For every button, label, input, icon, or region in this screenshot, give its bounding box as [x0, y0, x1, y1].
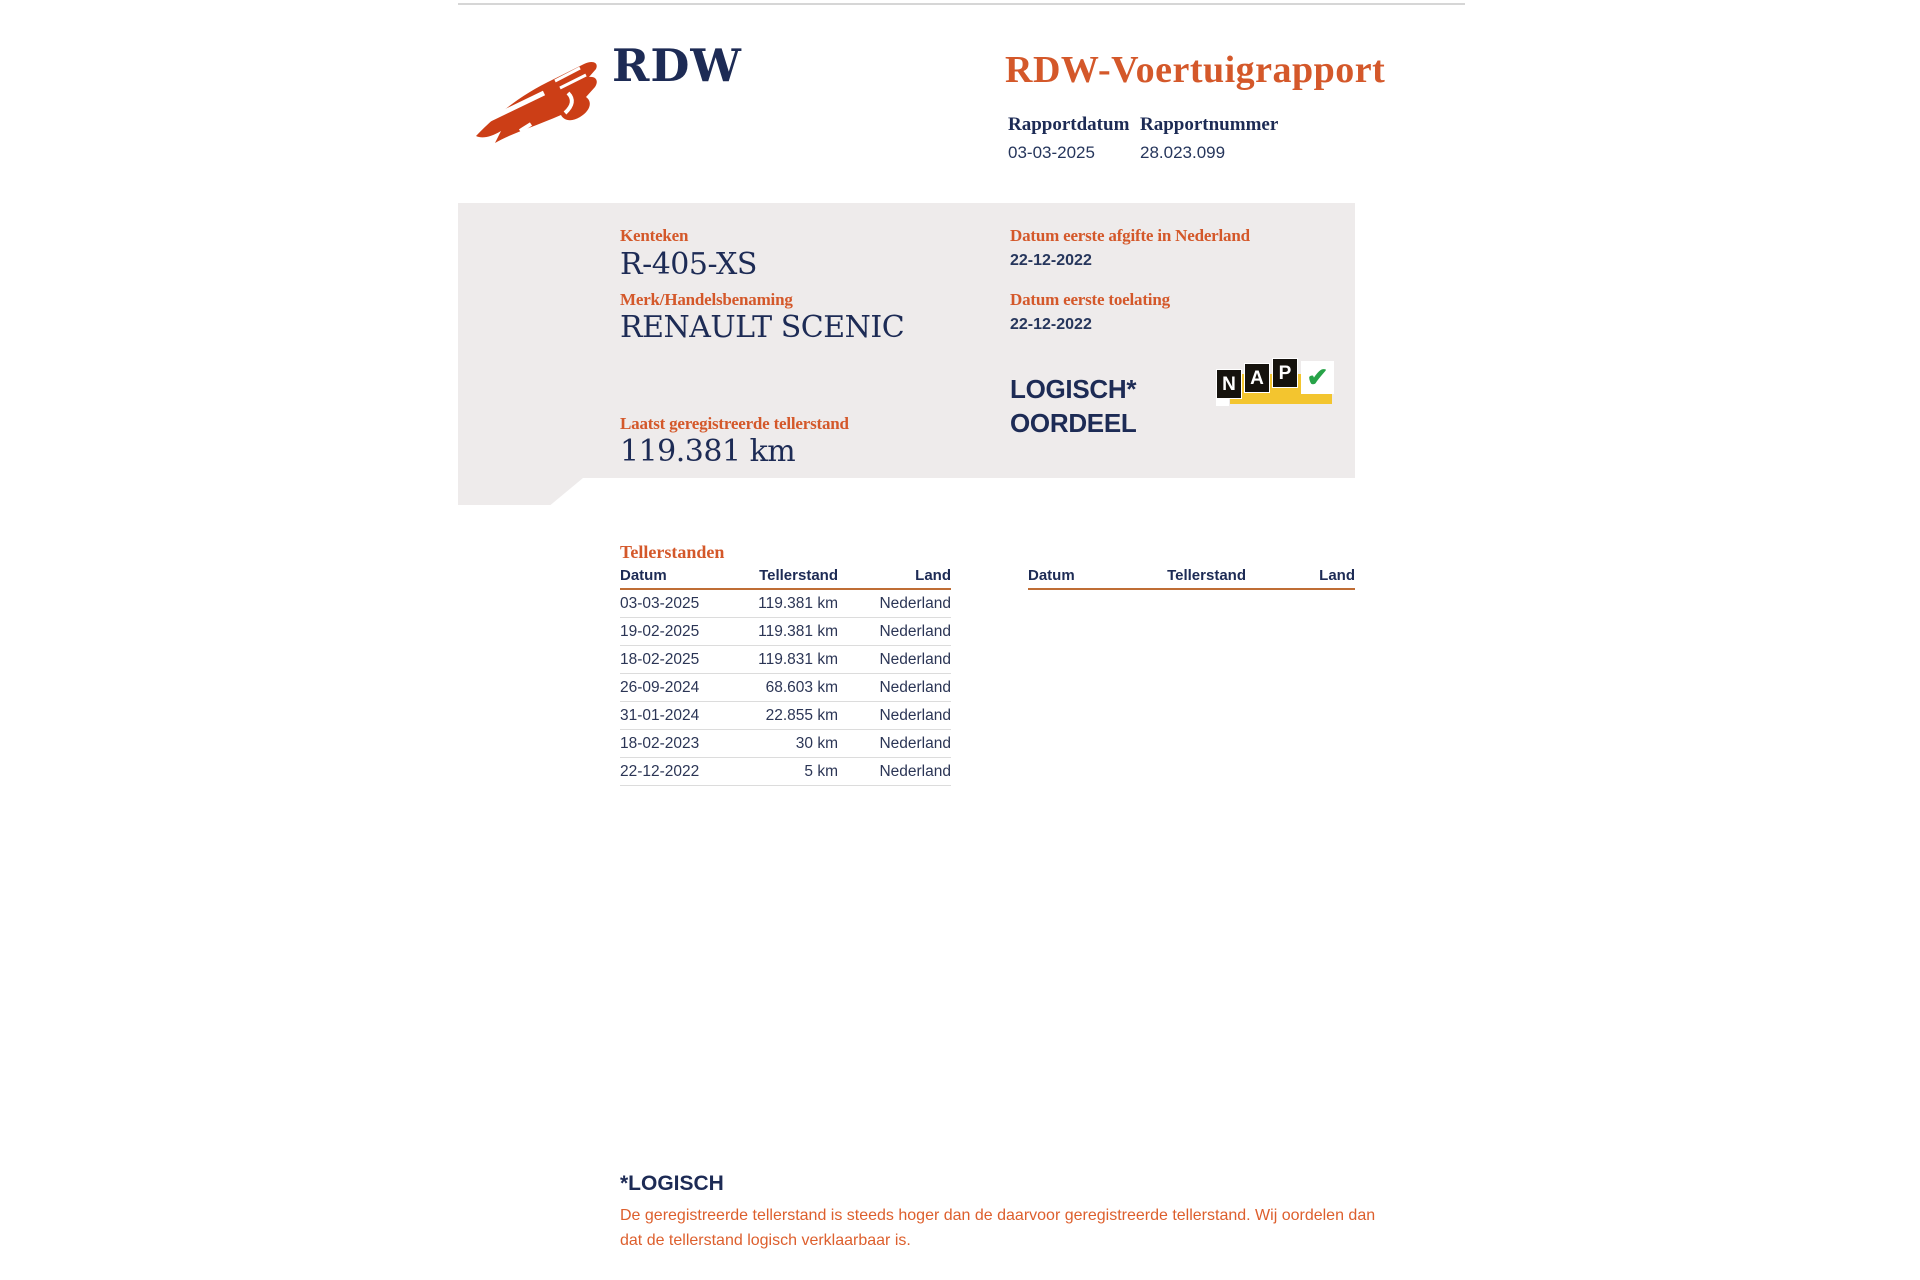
- table-row: [620, 674, 951, 702]
- laatste-tellerstand-value: 119.381 km: [620, 434, 796, 469]
- logisch-footnote-line1: De geregistreerde tellerstand is steeds hoger dan de daarvoor geregistreerde tellerstand. Wij oordelen dan: [620, 1207, 1376, 1224]
- table-row: [620, 646, 951, 674]
- tellerstanden-table-left: [620, 566, 951, 786]
- oordeel-text: [1010, 372, 1136, 440]
- cell-tellerstand: 22.855 km: [765, 706, 838, 724]
- cell-land: Nederland: [879, 706, 951, 724]
- cell-datum: 22-12-2022: [620, 762, 700, 780]
- table-row: [620, 618, 951, 646]
- col-header-land: Land: [915, 567, 951, 584]
- merk-value: RENAULT SCENIC: [620, 310, 905, 345]
- cell-datum: 31-01-2024: [620, 706, 700, 724]
- cell-datum: 19-02-2025: [620, 622, 700, 640]
- cell-tellerstand: 68.603 km: [765, 678, 838, 696]
- report-date-value: 03-03-2025: [1008, 143, 1095, 162]
- summary-panel-tab: [458, 478, 583, 505]
- laatste-tellerstand-label: Laatst geregistreerde tellerstand: [620, 414, 849, 433]
- cell-tellerstand: 119.381 km: [758, 594, 838, 612]
- nap-letter-p: P: [1272, 358, 1298, 388]
- table-row: [620, 702, 951, 730]
- cell-datum: 18-02-2023: [620, 734, 700, 752]
- nap-logo: [1215, 356, 1345, 408]
- eerste-afgifte-label: Datum eerste afgifte in Nederland: [1010, 226, 1250, 245]
- cell-land: Nederland: [879, 734, 951, 752]
- col-header-tellerstand: Tellerstand: [759, 567, 838, 584]
- report-number-value: 28.023.099: [1140, 143, 1226, 162]
- table-row: [620, 590, 951, 618]
- cell-tellerstand: 30 km: [795, 734, 838, 752]
- eerste-toelating-value: 22-12-2022: [1010, 316, 1092, 333]
- col-header-tellerstand: Tellerstand: [1167, 567, 1246, 584]
- nap-letter-n: N: [1216, 369, 1242, 399]
- table-row: [620, 758, 951, 786]
- eerste-toelating-label: Datum eerste toelating: [1010, 290, 1170, 309]
- page-title: RDW-Voertuigrapport: [1005, 49, 1386, 91]
- table-header-row: [620, 566, 951, 590]
- table-row: [620, 730, 951, 758]
- cell-datum: 26-09-2024: [620, 678, 700, 696]
- tellerstanden-heading: Tellerstanden: [620, 542, 725, 562]
- report-number-label: Rapportnummer: [1140, 114, 1279, 135]
- tellerstanden-table-right: [1028, 566, 1355, 590]
- oordeel-line2: OORDEEL: [1010, 408, 1137, 438]
- report-date-label: Rapportdatum: [1008, 114, 1130, 135]
- eerste-afgifte-value: 22-12-2022: [1010, 252, 1092, 269]
- merk-label: Merk/Handelsbenaming: [620, 290, 793, 309]
- table-header-row: [1028, 566, 1355, 590]
- cell-datum: 03-03-2025: [620, 594, 700, 612]
- top-divider: [458, 3, 1465, 5]
- col-header-datum: Datum: [620, 567, 667, 584]
- kenteken-label: Kenteken: [620, 226, 689, 245]
- kenteken-value: R-405-XS: [620, 247, 757, 282]
- col-header-datum: Datum: [1028, 567, 1075, 584]
- logisch-footnote-heading: *LOGISCH: [620, 1172, 724, 1195]
- cell-land: Nederland: [879, 678, 951, 696]
- cell-land: Nederland: [879, 622, 951, 640]
- logisch-footnote-line2: dat de tellerstand logisch verklaarbaar is.: [620, 1232, 911, 1249]
- cell-land: Nederland: [879, 762, 951, 780]
- rdw-wordmark: RDW: [612, 39, 742, 92]
- cell-tellerstand: 119.381 km: [758, 622, 838, 640]
- nap-checkmark-icon: ✔: [1301, 361, 1334, 394]
- cell-tellerstand: 5 km: [804, 762, 838, 780]
- nap-letter-a: A: [1244, 363, 1270, 393]
- oordeel-line1: LOGISCH*: [1010, 374, 1137, 404]
- cell-datum: 18-02-2025: [620, 650, 700, 668]
- cell-tellerstand: 119.831 km: [758, 650, 838, 668]
- cell-land: Nederland: [879, 650, 951, 668]
- col-header-land: Land: [1319, 567, 1355, 584]
- rdw-feather-logo-icon: [468, 54, 616, 154]
- cell-land: Nederland: [879, 594, 951, 612]
